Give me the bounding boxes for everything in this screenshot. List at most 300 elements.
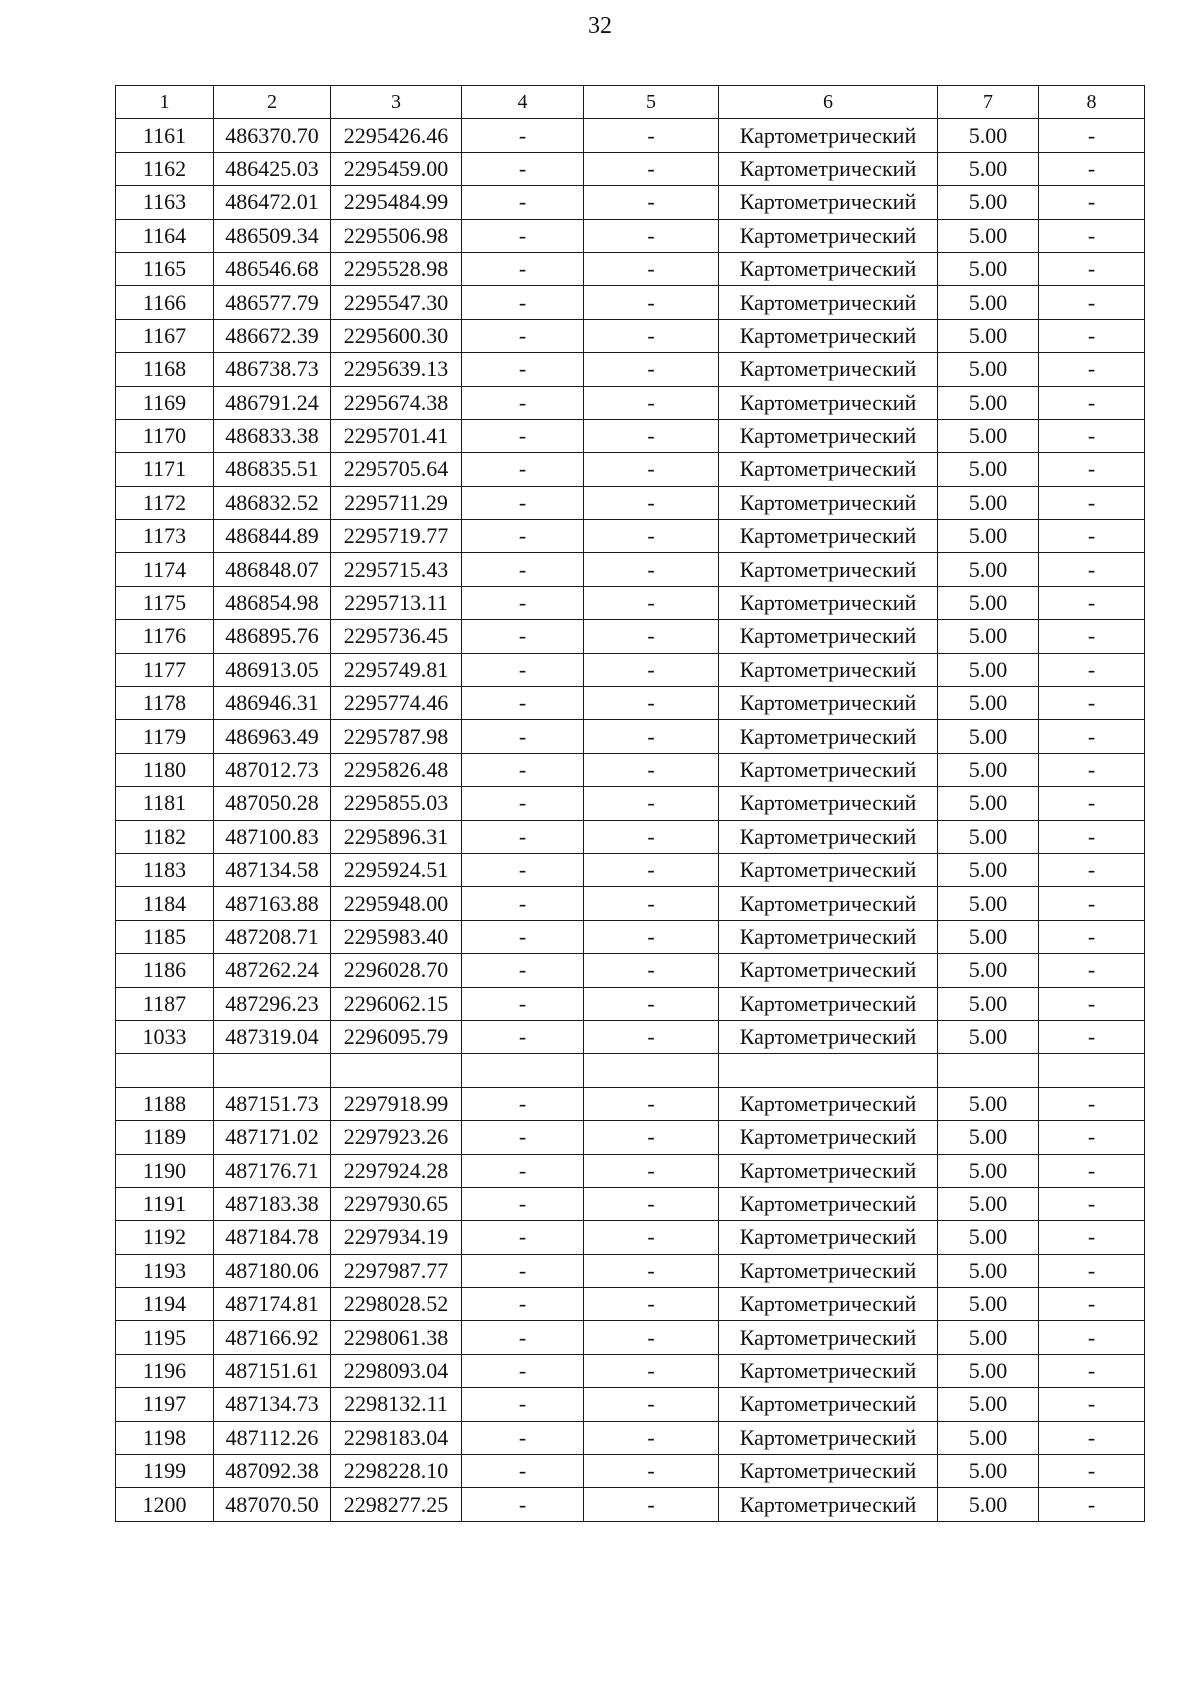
table-cell: 5.00 bbox=[938, 286, 1039, 319]
table-cell: - bbox=[462, 453, 584, 486]
table-row bbox=[116, 853, 1145, 886]
table-cell: 5.00 bbox=[938, 987, 1039, 1020]
table-cell: 1190 bbox=[116, 1154, 214, 1187]
table-cell: - bbox=[462, 1187, 584, 1220]
table-cell: 1033 bbox=[116, 1020, 214, 1053]
table-cell: - bbox=[584, 1221, 719, 1254]
table-cell: Картометрический bbox=[719, 987, 938, 1020]
table-cell: - bbox=[584, 753, 719, 786]
coordinates-table bbox=[115, 85, 1145, 1522]
table-cell: - bbox=[1039, 319, 1145, 352]
table-cell: - bbox=[584, 987, 719, 1020]
table-cell: 5.00 bbox=[938, 620, 1039, 653]
table-row bbox=[116, 186, 1145, 219]
table-cell: 2295719.77 bbox=[331, 520, 462, 553]
table-header-row bbox=[116, 86, 1145, 119]
table-cell: - bbox=[584, 1187, 719, 1220]
table-cell: Картометрический bbox=[719, 1455, 938, 1488]
table-cell: 486472.01 bbox=[214, 186, 331, 219]
table-cell: 5.00 bbox=[938, 1087, 1039, 1120]
table-cell: Картометрический bbox=[719, 219, 938, 252]
table-cell: - bbox=[1039, 1455, 1145, 1488]
table-cell: 2295924.51 bbox=[331, 853, 462, 886]
table-cell: - bbox=[462, 687, 584, 720]
table-row bbox=[116, 1187, 1145, 1220]
table-cell: 1184 bbox=[116, 887, 214, 920]
table-cell: 487163.88 bbox=[214, 887, 331, 920]
table-cell: 1176 bbox=[116, 620, 214, 653]
column-header: 8 bbox=[1039, 86, 1145, 119]
table-cell: - bbox=[584, 1321, 719, 1354]
table-cell: Картометрический bbox=[719, 1388, 938, 1421]
table-row bbox=[116, 954, 1145, 987]
table-row bbox=[116, 386, 1145, 419]
table-cell: - bbox=[584, 887, 719, 920]
table-cell: 2297987.77 bbox=[331, 1254, 462, 1287]
table-cell: 1177 bbox=[116, 653, 214, 686]
table-cell: 487174.81 bbox=[214, 1288, 331, 1321]
table-cell: 1175 bbox=[116, 586, 214, 619]
table-cell: - bbox=[584, 286, 719, 319]
table-cell: 1164 bbox=[116, 219, 214, 252]
table-cell: Картометрический bbox=[719, 687, 938, 720]
table-cell: 486791.24 bbox=[214, 386, 331, 419]
table-cell: 2298061.38 bbox=[331, 1321, 462, 1354]
table-cell: 2295787.98 bbox=[331, 720, 462, 753]
table-cell: - bbox=[1039, 152, 1145, 185]
table-cell: - bbox=[462, 954, 584, 987]
table-cell: 5.00 bbox=[938, 586, 1039, 619]
table-cell: 1179 bbox=[116, 720, 214, 753]
table-cell: 486946.31 bbox=[214, 687, 331, 720]
table-cell: 5.00 bbox=[938, 1288, 1039, 1321]
table-cell: - bbox=[584, 353, 719, 386]
table-row bbox=[116, 1121, 1145, 1154]
table-cell: 1183 bbox=[116, 853, 214, 886]
table-row bbox=[116, 286, 1145, 319]
table-cell: 487100.83 bbox=[214, 820, 331, 853]
table-row bbox=[116, 1421, 1145, 1454]
table-cell: Картометрический bbox=[719, 720, 938, 753]
table-cell: 486848.07 bbox=[214, 553, 331, 586]
table-cell: 487262.24 bbox=[214, 954, 331, 987]
table-cell: 5.00 bbox=[938, 486, 1039, 519]
table-cell: - bbox=[462, 1254, 584, 1287]
table-row bbox=[116, 1221, 1145, 1254]
table-cell: - bbox=[1039, 787, 1145, 820]
table-cell: 486509.34 bbox=[214, 219, 331, 252]
table-row bbox=[116, 720, 1145, 753]
table-row bbox=[116, 1288, 1145, 1321]
table-cell: Картометрический bbox=[719, 853, 938, 886]
table-row bbox=[116, 1087, 1145, 1120]
table-cell: 5.00 bbox=[938, 319, 1039, 352]
table-cell: Картометрический bbox=[719, 820, 938, 853]
table-cell: 486425.03 bbox=[214, 152, 331, 185]
table-cell: 5.00 bbox=[938, 1254, 1039, 1287]
table-cell: 486854.98 bbox=[214, 586, 331, 619]
table-cell: - bbox=[1039, 620, 1145, 653]
table-cell: 1195 bbox=[116, 1321, 214, 1354]
table-row bbox=[116, 353, 1145, 386]
table-cell: - bbox=[584, 252, 719, 285]
table-cell: - bbox=[584, 553, 719, 586]
table-cell: Картометрический bbox=[719, 1488, 938, 1521]
table-cell: Картометрический bbox=[719, 386, 938, 419]
table-cell: 2295826.48 bbox=[331, 753, 462, 786]
table-cell: 2295705.64 bbox=[331, 453, 462, 486]
table-cell: - bbox=[1039, 753, 1145, 786]
table-cell: Картометрический bbox=[719, 920, 938, 953]
table-cell: - bbox=[1039, 1254, 1145, 1287]
table-cell: 2295547.30 bbox=[331, 286, 462, 319]
table-cell: Картометрический bbox=[719, 453, 938, 486]
table-cell: 1181 bbox=[116, 787, 214, 820]
table-cell: 1161 bbox=[116, 119, 214, 152]
table-cell: - bbox=[1039, 1421, 1145, 1454]
table-cell: 487134.58 bbox=[214, 853, 331, 886]
table-row bbox=[116, 887, 1145, 920]
table-cell: - bbox=[584, 1020, 719, 1053]
table-cell: 2298132.11 bbox=[331, 1388, 462, 1421]
table-cell: 5.00 bbox=[938, 1455, 1039, 1488]
table-cell: - bbox=[462, 1388, 584, 1421]
table-cell: 486546.68 bbox=[214, 252, 331, 285]
table-cell: 5.00 bbox=[938, 1354, 1039, 1387]
table-cell: 5.00 bbox=[938, 853, 1039, 886]
table-cell: Картометрический bbox=[719, 520, 938, 553]
table-row bbox=[116, 119, 1145, 152]
table-cell: Картометрический bbox=[719, 1254, 938, 1287]
table-cell: - bbox=[584, 1121, 719, 1154]
table-cell: - bbox=[462, 286, 584, 319]
table-cell: - bbox=[1039, 419, 1145, 452]
table-row bbox=[116, 1388, 1145, 1421]
table-cell: - bbox=[462, 419, 584, 452]
table-cell: - bbox=[1039, 1154, 1145, 1187]
table-cell: - bbox=[462, 1154, 584, 1187]
table-cell: 1189 bbox=[116, 1121, 214, 1154]
table-cell: 5.00 bbox=[938, 252, 1039, 285]
table-cell: Картометрический bbox=[719, 586, 938, 619]
table-cell: 5.00 bbox=[938, 887, 1039, 920]
table-cell: - bbox=[462, 1121, 584, 1154]
table-cell: 5.00 bbox=[938, 186, 1039, 219]
table-cell: 2297934.19 bbox=[331, 1221, 462, 1254]
table-cell: 1162 bbox=[116, 152, 214, 185]
column-header: 6 bbox=[719, 86, 938, 119]
table-cell: 5.00 bbox=[938, 787, 1039, 820]
table-cell: Картометрический bbox=[719, 1187, 938, 1220]
table-cell: - bbox=[1039, 453, 1145, 486]
table-cell: - bbox=[1039, 1388, 1145, 1421]
table-cell: - bbox=[1039, 1288, 1145, 1321]
table-cell: 5.00 bbox=[938, 1488, 1039, 1521]
table-cell: - bbox=[462, 1020, 584, 1053]
table-cell: 5.00 bbox=[938, 553, 1039, 586]
table-cell: 487050.28 bbox=[214, 787, 331, 820]
table-cell: - bbox=[1039, 1020, 1145, 1053]
table-cell: - bbox=[584, 586, 719, 619]
table-cell: 2295459.00 bbox=[331, 152, 462, 185]
table-row bbox=[116, 787, 1145, 820]
table-cell: 1192 bbox=[116, 1221, 214, 1254]
table-cell: 1187 bbox=[116, 987, 214, 1020]
table-cell: - bbox=[1039, 186, 1145, 219]
table-cell: - bbox=[462, 486, 584, 519]
table-cell: - bbox=[1039, 1187, 1145, 1220]
table-cell: 5.00 bbox=[938, 1020, 1039, 1053]
table-cell: 1165 bbox=[116, 252, 214, 285]
table-cell: - bbox=[1039, 1087, 1145, 1120]
table-cell: 2297918.99 bbox=[331, 1087, 462, 1120]
column-header: 1 bbox=[116, 86, 214, 119]
table-cell: 2295855.03 bbox=[331, 787, 462, 820]
table-cell: - bbox=[462, 252, 584, 285]
table-cell: 2295774.46 bbox=[331, 687, 462, 720]
table-cell: 5.00 bbox=[938, 920, 1039, 953]
table-cell: - bbox=[584, 219, 719, 252]
table-cell: - bbox=[1039, 1221, 1145, 1254]
table-cell: Картометрический bbox=[719, 620, 938, 653]
table-cell: 1173 bbox=[116, 520, 214, 553]
table-cell: 1170 bbox=[116, 419, 214, 452]
table-cell: Картометрический bbox=[719, 286, 938, 319]
table-cell: 2295600.30 bbox=[331, 319, 462, 352]
table-cell: - bbox=[1039, 353, 1145, 386]
table-cell: Картометрический bbox=[719, 186, 938, 219]
table-row bbox=[116, 987, 1145, 1020]
table-cell: - bbox=[462, 1354, 584, 1387]
table-cell: 5.00 bbox=[938, 1121, 1039, 1154]
table-cell: - bbox=[1039, 954, 1145, 987]
column-header: 3 bbox=[331, 86, 462, 119]
table-cell: - bbox=[1039, 386, 1145, 419]
table-cell: 1186 bbox=[116, 954, 214, 987]
table-cell: 2295749.81 bbox=[331, 653, 462, 686]
table-cell: 486370.70 bbox=[214, 119, 331, 152]
table-row bbox=[116, 653, 1145, 686]
table-cell: - bbox=[462, 1421, 584, 1454]
table-cell: Картометрический bbox=[719, 419, 938, 452]
table-row bbox=[116, 252, 1145, 285]
table-cell: - bbox=[462, 219, 584, 252]
table-row bbox=[116, 1321, 1145, 1354]
table-cell: Картометрический bbox=[719, 119, 938, 152]
table-cell: - bbox=[462, 1087, 584, 1120]
table-cell: - bbox=[584, 954, 719, 987]
table-cell: 5.00 bbox=[938, 720, 1039, 753]
table-cell: - bbox=[1039, 586, 1145, 619]
table-cell: 1169 bbox=[116, 386, 214, 419]
table-cell: 487183.38 bbox=[214, 1187, 331, 1220]
table-cell: - bbox=[462, 787, 584, 820]
table-cell: 2295715.43 bbox=[331, 553, 462, 586]
table-cell: 1180 bbox=[116, 753, 214, 786]
table-cell: Картометрический bbox=[719, 152, 938, 185]
table-cell: 1197 bbox=[116, 1388, 214, 1421]
table-cell: 1171 bbox=[116, 453, 214, 486]
table-cell: 5.00 bbox=[938, 653, 1039, 686]
table-cell: 5.00 bbox=[938, 753, 1039, 786]
table-cell: 2295711.29 bbox=[331, 486, 462, 519]
table-cell: 487166.92 bbox=[214, 1321, 331, 1354]
table-cell: - bbox=[1039, 286, 1145, 319]
table-cell: 487070.50 bbox=[214, 1488, 331, 1521]
table-cell: 2295983.40 bbox=[331, 920, 462, 953]
table-cell: 1166 bbox=[116, 286, 214, 319]
table-cell: 5.00 bbox=[938, 1187, 1039, 1220]
table-row bbox=[116, 152, 1145, 185]
table-cell: - bbox=[1039, 119, 1145, 152]
table-cell: - bbox=[462, 119, 584, 152]
table-cell: - bbox=[1039, 887, 1145, 920]
table-cell: 487208.71 bbox=[214, 920, 331, 953]
table-cell: 486833.38 bbox=[214, 419, 331, 452]
table-cell: 2298228.10 bbox=[331, 1455, 462, 1488]
table-cell: 2298093.04 bbox=[331, 1354, 462, 1387]
table-cell: 487184.78 bbox=[214, 1221, 331, 1254]
table-cell: Картометрический bbox=[719, 1288, 938, 1321]
table-cell: 487151.61 bbox=[214, 1354, 331, 1387]
table-cell: 487296.23 bbox=[214, 987, 331, 1020]
table-cell: - bbox=[462, 152, 584, 185]
table-cell: - bbox=[462, 186, 584, 219]
table-cell: Картометрический bbox=[719, 1087, 938, 1120]
table-cell: - bbox=[584, 687, 719, 720]
table-cell: Картометрический bbox=[719, 1221, 938, 1254]
table-cell: 1182 bbox=[116, 820, 214, 853]
table-cell: Картометрический bbox=[719, 1354, 938, 1387]
table-cell bbox=[938, 1054, 1039, 1087]
table-cell: 1188 bbox=[116, 1087, 214, 1120]
table-cell: 5.00 bbox=[938, 219, 1039, 252]
table-cell bbox=[584, 1054, 719, 1087]
table-row bbox=[116, 1254, 1145, 1287]
table-row bbox=[116, 419, 1145, 452]
table-cell: 486963.49 bbox=[214, 720, 331, 753]
table-cell: 2295948.00 bbox=[331, 887, 462, 920]
table-cell: 2295426.46 bbox=[331, 119, 462, 152]
table-cell: 5.00 bbox=[938, 687, 1039, 720]
table-cell: 2295736.45 bbox=[331, 620, 462, 653]
table-row bbox=[116, 1054, 1145, 1087]
table-cell: 486672.39 bbox=[214, 319, 331, 352]
table-row bbox=[116, 687, 1145, 720]
table-cell: - bbox=[1039, 853, 1145, 886]
table-cell: Картометрический bbox=[719, 319, 938, 352]
table-cell: Картометрический bbox=[719, 486, 938, 519]
table-cell bbox=[116, 1054, 214, 1087]
table-cell: Картометрический bbox=[719, 887, 938, 920]
table-row bbox=[116, 319, 1145, 352]
table-cell: Картометрический bbox=[719, 252, 938, 285]
table-cell: - bbox=[1039, 520, 1145, 553]
table-cell: 5.00 bbox=[938, 353, 1039, 386]
table-cell: 1163 bbox=[116, 186, 214, 219]
table-cell: 1185 bbox=[116, 920, 214, 953]
table-cell: Картометрический bbox=[719, 553, 938, 586]
table-row bbox=[116, 753, 1145, 786]
table-cell: 2296028.70 bbox=[331, 954, 462, 987]
table-cell: - bbox=[1039, 820, 1145, 853]
table-cell: - bbox=[462, 853, 584, 886]
table-row bbox=[116, 520, 1145, 553]
table-cell: - bbox=[584, 419, 719, 452]
table-cell: Картометрический bbox=[719, 1020, 938, 1053]
table-row bbox=[116, 486, 1145, 519]
table-cell: - bbox=[1039, 920, 1145, 953]
table-row bbox=[116, 219, 1145, 252]
table-cell: 486835.51 bbox=[214, 453, 331, 486]
page-number: 32 bbox=[588, 13, 612, 39]
table-cell: - bbox=[584, 787, 719, 820]
table-cell: - bbox=[584, 1354, 719, 1387]
table-cell: - bbox=[1039, 1121, 1145, 1154]
table-cell bbox=[719, 1054, 938, 1087]
table-cell: 487112.26 bbox=[214, 1421, 331, 1454]
table-cell: - bbox=[1039, 252, 1145, 285]
table-cell: - bbox=[1039, 553, 1145, 586]
table-cell: 2296062.15 bbox=[331, 987, 462, 1020]
table-cell: - bbox=[462, 1321, 584, 1354]
table-cell: 1200 bbox=[116, 1488, 214, 1521]
table-cell: - bbox=[462, 520, 584, 553]
table-cell: 486895.76 bbox=[214, 620, 331, 653]
table-cell: Картометрический bbox=[719, 787, 938, 820]
table-cell: 5.00 bbox=[938, 453, 1039, 486]
table-cell: 1172 bbox=[116, 486, 214, 519]
table-cell: 5.00 bbox=[938, 1421, 1039, 1454]
column-header: 5 bbox=[584, 86, 719, 119]
table-cell: - bbox=[1039, 219, 1145, 252]
table-cell: 2295506.98 bbox=[331, 219, 462, 252]
table-cell: 1178 bbox=[116, 687, 214, 720]
table-cell: - bbox=[462, 720, 584, 753]
table-row bbox=[116, 820, 1145, 853]
table-cell: Картометрический bbox=[719, 954, 938, 987]
table-cell: - bbox=[462, 319, 584, 352]
table-cell: 1174 bbox=[116, 553, 214, 586]
table-cell: 2295713.11 bbox=[331, 586, 462, 619]
table-cell: - bbox=[584, 152, 719, 185]
table-cell: - bbox=[1039, 1321, 1145, 1354]
table-cell: 1194 bbox=[116, 1288, 214, 1321]
table-cell: - bbox=[462, 653, 584, 686]
table-cell: - bbox=[462, 1221, 584, 1254]
table-cell: 487319.04 bbox=[214, 1020, 331, 1053]
table-cell: 487151.73 bbox=[214, 1087, 331, 1120]
table-cell: - bbox=[462, 586, 584, 619]
table-cell: - bbox=[1039, 720, 1145, 753]
column-header: 7 bbox=[938, 86, 1039, 119]
table-cell: - bbox=[462, 620, 584, 653]
table-cell: 2296095.79 bbox=[331, 1020, 462, 1053]
table-cell: 2295896.31 bbox=[331, 820, 462, 853]
table-cell: 1168 bbox=[116, 353, 214, 386]
table-cell: - bbox=[1039, 1354, 1145, 1387]
table-cell: Картометрический bbox=[719, 1421, 938, 1454]
table-cell: 2295674.38 bbox=[331, 386, 462, 419]
table-cell: - bbox=[462, 386, 584, 419]
table-cell: 2298028.52 bbox=[331, 1288, 462, 1321]
table-cell: 5.00 bbox=[938, 820, 1039, 853]
table-cell: - bbox=[462, 1488, 584, 1521]
table-cell: Картометрический bbox=[719, 1154, 938, 1187]
table-cell: 1198 bbox=[116, 1421, 214, 1454]
table-cell: 487012.73 bbox=[214, 753, 331, 786]
table-cell: Картометрический bbox=[719, 1321, 938, 1354]
